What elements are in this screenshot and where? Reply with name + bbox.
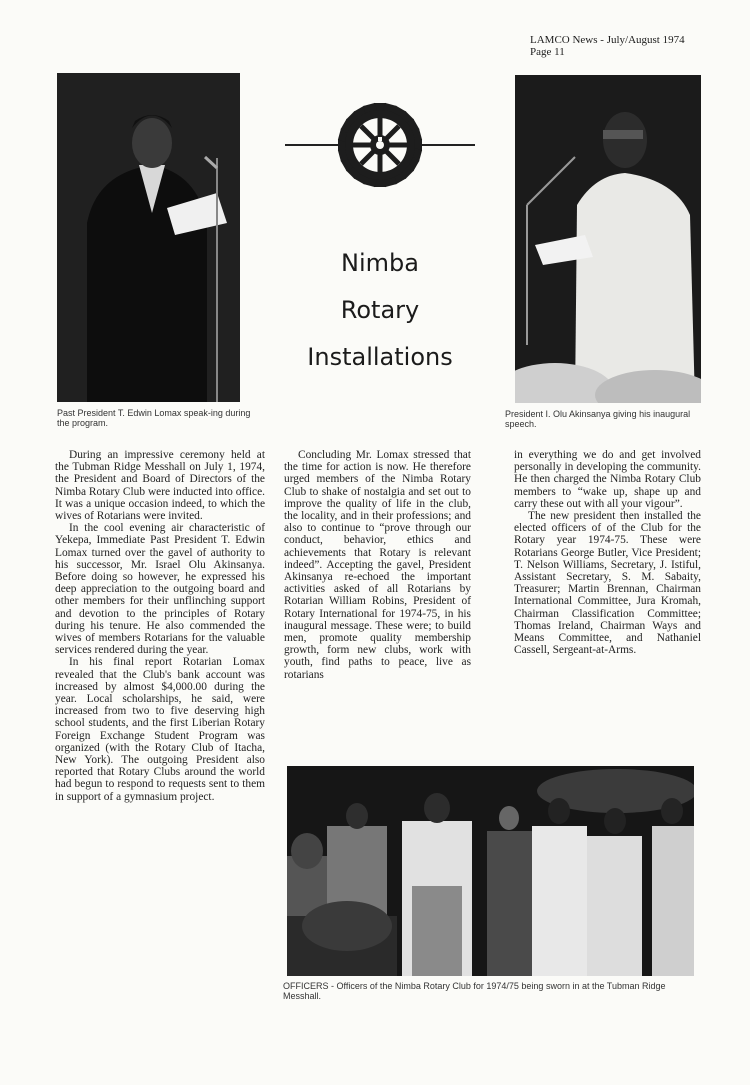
photo-caption-right: President I. Olu Akinsanya giving his inaugural speech. xyxy=(505,409,691,429)
photo-new-president xyxy=(515,75,701,403)
article-column-2 xyxy=(284,449,471,681)
photo-caption-left: Past President T. Edwin Lomax speak-ing during the program. xyxy=(57,408,251,428)
president-photo-illustration xyxy=(515,75,701,403)
photo-officers-sworn-in xyxy=(287,766,694,976)
paragraph: The new president then installed the elected officers of of the Club for the Rotary year 1974-75. These were Rotarians George Butler, Vice President; T. Nelson Williams, Secretary, J. Istiful, Assistant Secretary, S. M. Sabaity, Treasurer; Martin Brennan, Chairman International Committee, Jura Kromah, Chairman Classification Committee; Thomas Ireland, Chairman Ways and Means Committee, and Nathaniel Cassell, Sergeant-at-Arms. xyxy=(514,510,701,657)
rotary-header xyxy=(285,95,475,375)
masthead-title: LAMCO News - July/August 1974 xyxy=(530,34,685,46)
paragraph: in everything we do and get involved personally in developing the community. He then charged the Nimba Rotary Club members to “wake up, shape up and carry these out with all your vigour”. xyxy=(514,449,701,510)
photo-past-president xyxy=(57,73,240,402)
photo-caption-bottom: OFFICERS - Officers of the Nimba Rotary Club for 1974/75 being sworn in at the Tubman Ridge Messhall. xyxy=(283,981,666,1001)
speaker-photo-illustration xyxy=(57,73,240,402)
headline-line-2: Rotary xyxy=(340,296,420,324)
article-headline xyxy=(285,240,475,381)
rotary-wheel-icon xyxy=(285,95,475,205)
article-column-1 xyxy=(55,449,265,803)
masthead xyxy=(530,34,685,58)
paragraph: In the cool evening air characteristic of Yekepa, Immediate Past President T. Edwin Lomax turned over the gavel of authority to his successor, Mr. Israel Olu Akinsanya. Before doing so however, he expressed his deep appreciation to the outgoing board and other members for their unflinching support and devotion to the principles of Rotary during his tenure. He also commended the wives of members Rotarians for the valuable services rendered during the year. xyxy=(55,522,265,657)
headline-line-1: Nimba xyxy=(341,249,419,277)
headline-line-3: Installations xyxy=(307,343,453,371)
paragraph: In his final report Rotarian Lomax revealed that the Club's bank account was increased by almost $4,000.00 during the year. Local scholarships, he said, were increased from two to five deserving high school students, and the first Liberian Rotary Foreign Exchange Student Program was organized (with the Rotary Club of Itacha, New York). The outgoing President also reported that Rotary Clubs around the world had begun to respond to requests sent to them in support of a gymnasium project. xyxy=(55,656,265,803)
officers-photo-illustration xyxy=(287,766,694,976)
paragraph: Concluding Mr. Lomax stressed that the time for action is now. He therefore urged members of the Nimba Rotary Club to shake of nostalgia and set out to improve the quality of life in the club, the locality, and in their professions; and also to continue to “prove through our conduct, behavior, ethics and achievements that Rotary is relevant indeed”. Accepting the gavel, President Akinsanya re-echoed the important activities asked of all Rotarians by Rotarian William Robins, President of Rotary International for 1974-75, in his inaugural message. These were; to build men, promote quality membership growth, form new clubs, work with youth, find paths to peace, live as rotarians xyxy=(284,449,471,681)
article-column-3 xyxy=(514,449,701,656)
paragraph: During an impressive ceremony held at the Tubman Ridge Messhall on July 1, 1974, the President and Board of Directors of the Nimba Rotary Club were inducted into office. It was a unique occasion indeed, to which the wives of Rotarians were invited. xyxy=(55,449,265,523)
page-number: Page 11 xyxy=(530,46,565,58)
